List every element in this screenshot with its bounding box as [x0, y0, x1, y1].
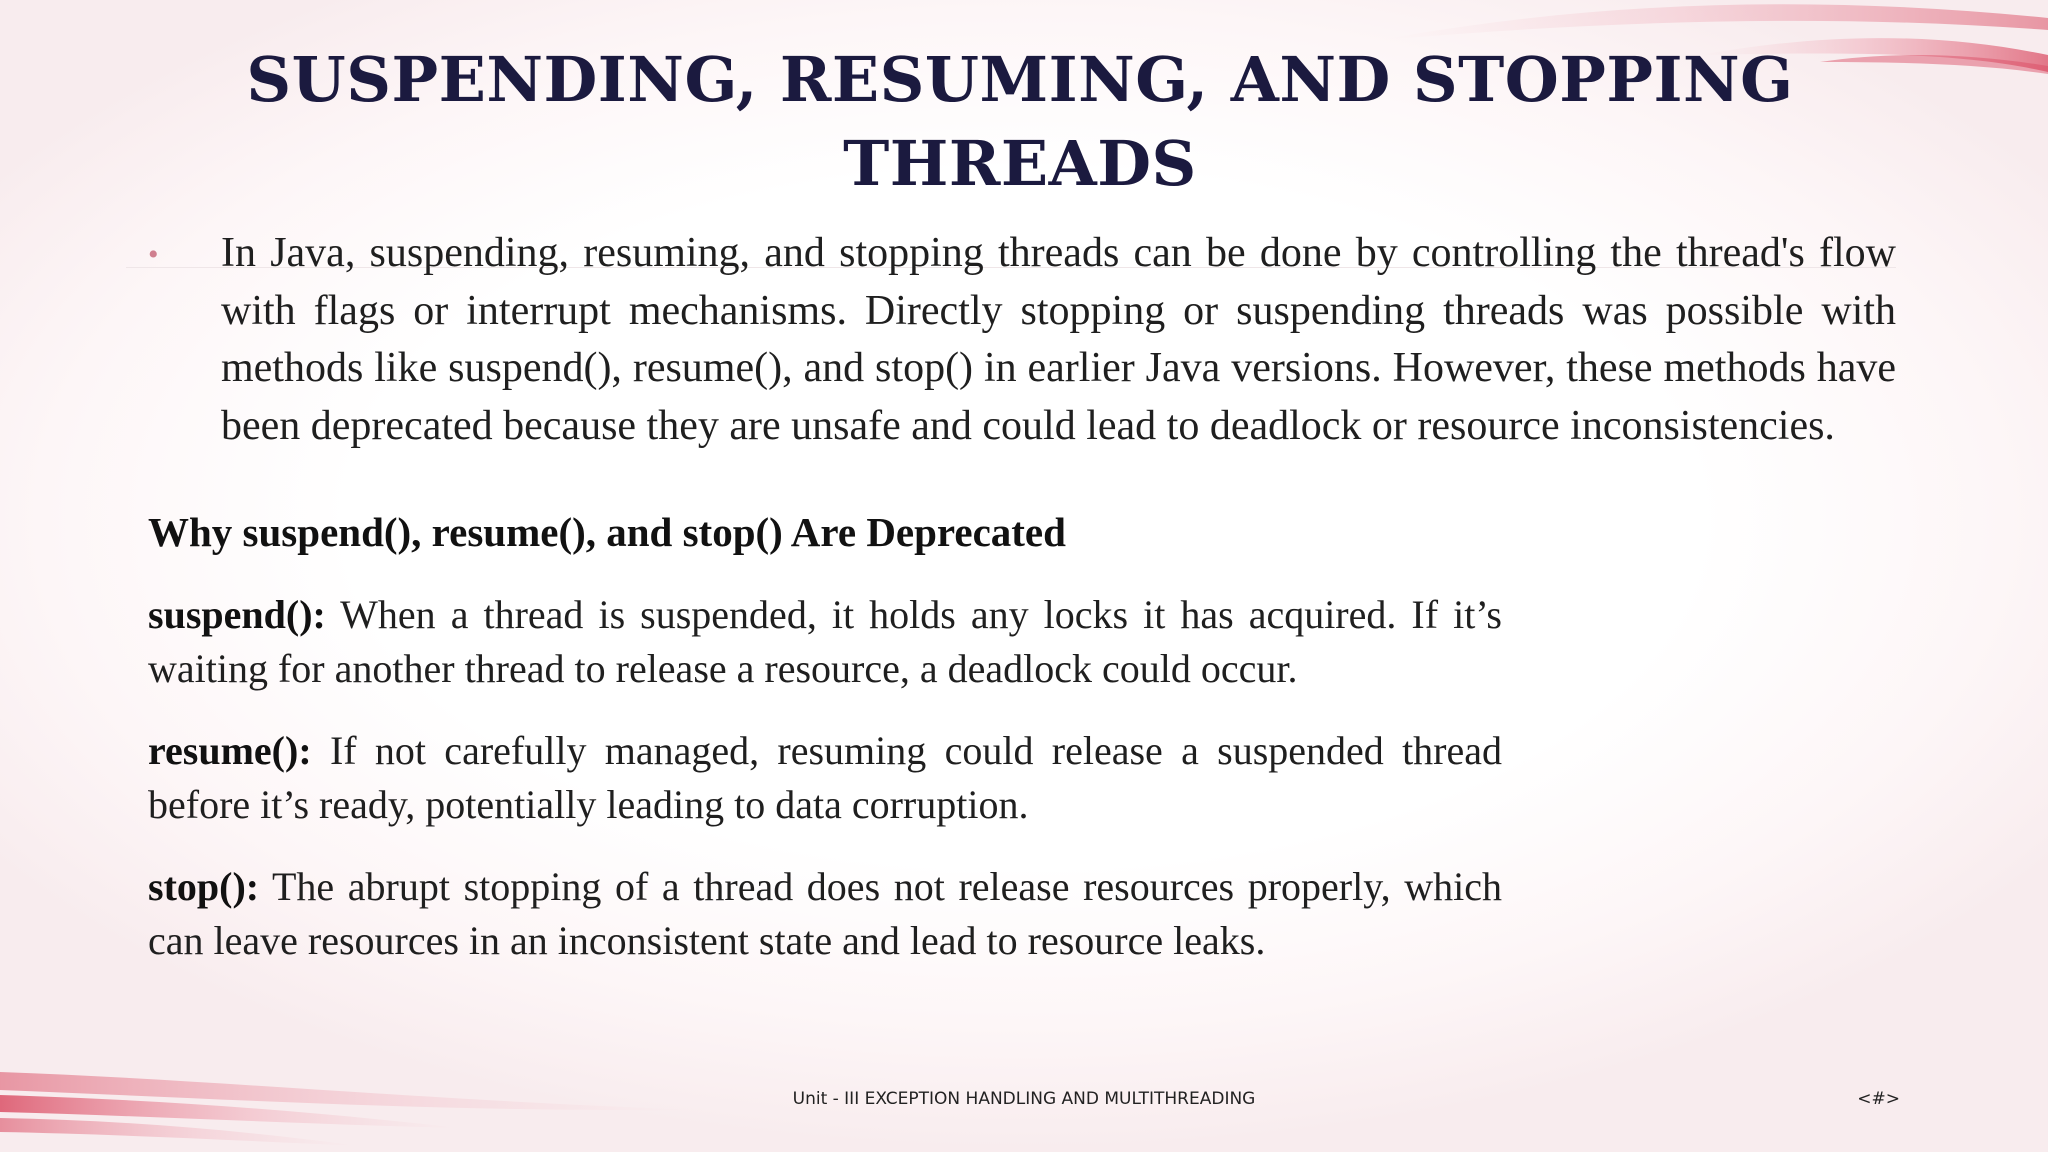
resume-description: If not carefully managed, resuming could release a suspended thread before it’s ready, potentially leading to data corruption. — [148, 728, 1503, 827]
resume-paragraph — [148, 724, 1502, 832]
suspend-paragraph — [148, 588, 1502, 696]
stop-paragraph — [148, 860, 1502, 968]
bullet-icon: • — [148, 238, 159, 271]
slide-title: SUSPENDING, RESUMING, AND STOPPING THREADS — [246, 43, 1794, 200]
footer-unit-label: Unit - III EXCEPTION HANDLING AND MULTITHREADING — [792, 1089, 1256, 1109]
suspend-description: When a thread is suspended, it holds any locks it has acquired. If it’s waiting for another thread to release a resource, a deadlock could occur. — [148, 592, 1502, 691]
stop-description: The abrupt stopping of a thread does not release resources properly, which can leave resources in an inconsistent state and lead to resource leaks. — [148, 864, 1502, 963]
section-heading: Why suspend(), resume(), and stop() Are Deprecated — [148, 509, 1066, 555]
bullet-paragraph: In Java, suspending, resuming, and stopping threads can be done by controlling the thread's flow with flags or interrupt mechanisms. Directly stopping or suspending threads was possible with methods like suspend(), resume(), and stop() in earlier Java versions. However, these methods have been deprecated because they are unsafe and could lead to deadlock or resource inconsistencies. — [221, 230, 1896, 449]
suspend-term: suspend(): — [148, 592, 326, 637]
resume-term: resume(): — [148, 728, 312, 773]
footer-page-number: <#> — [1857, 1089, 1900, 1109]
stop-term: stop(): — [148, 864, 260, 909]
